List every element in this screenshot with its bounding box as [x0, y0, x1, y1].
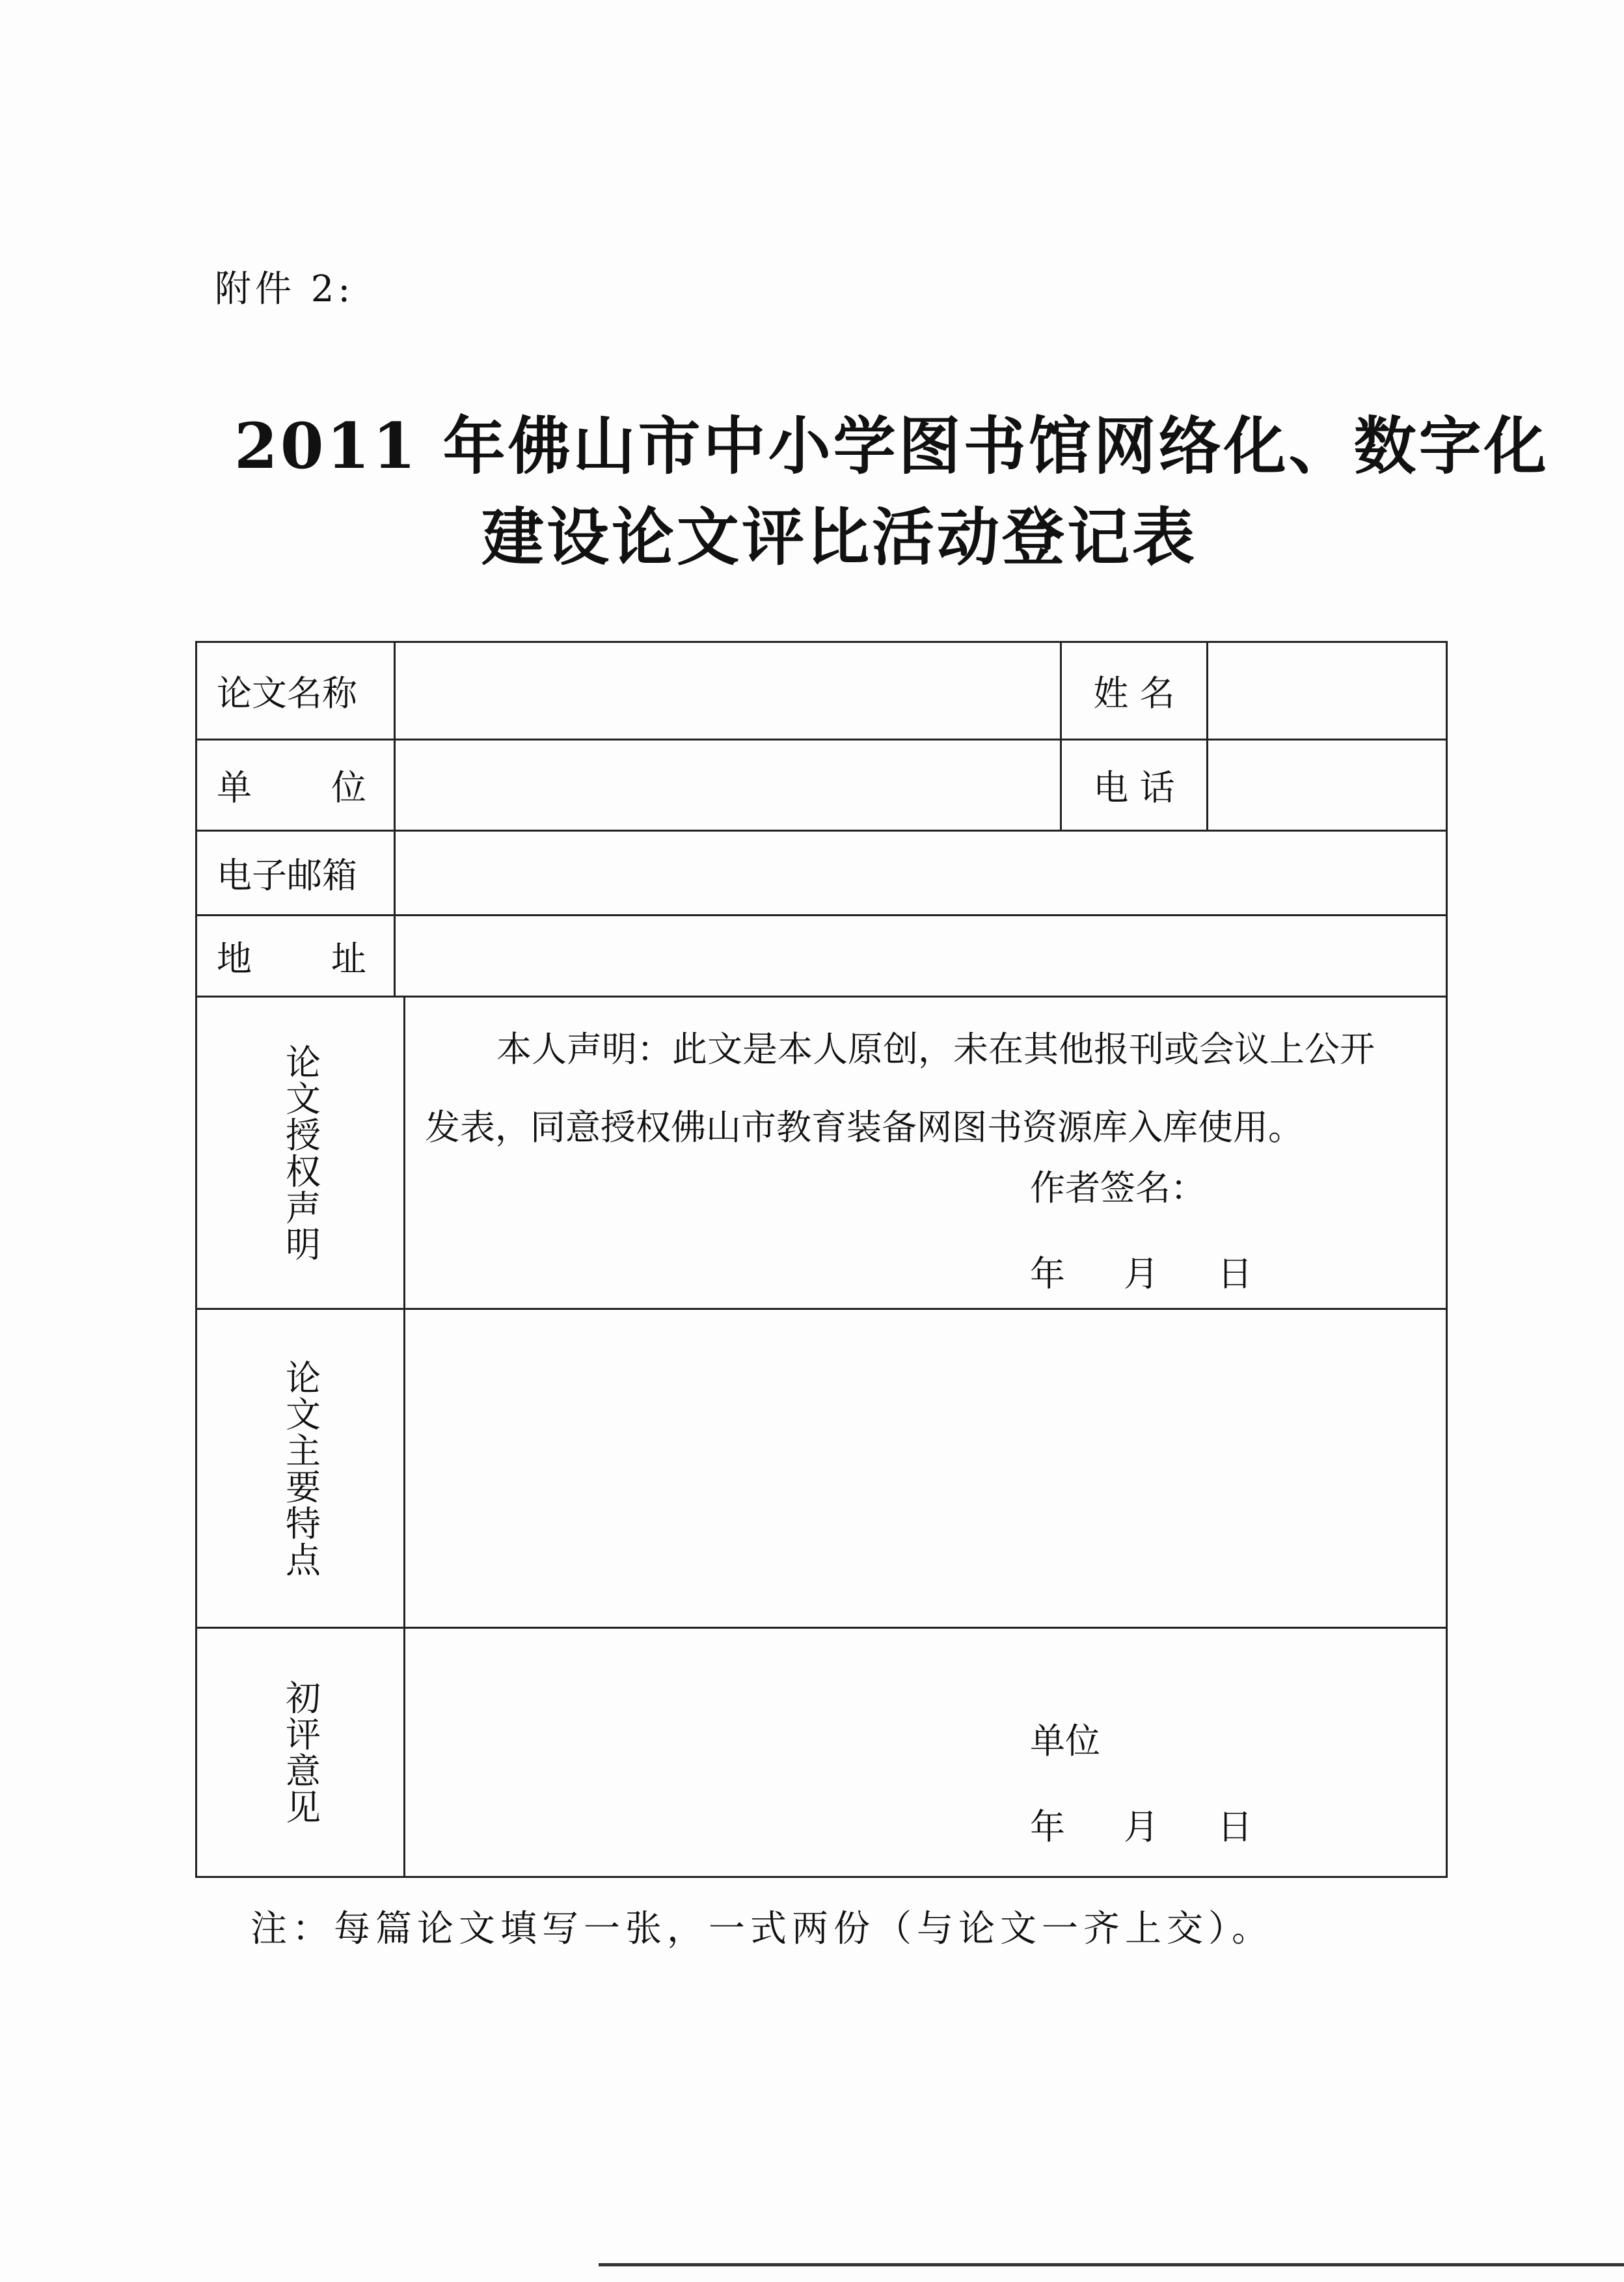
review-signature-block — [1030, 1713, 1252, 1849]
address-label-char-1: 地 — [217, 938, 252, 979]
address-row — [197, 916, 1446, 998]
footnote: 注：每篇论文填写一张，一式两份（与论文一齐上交）。 — [250, 1908, 1273, 1950]
address-field[interactable] — [396, 916, 1446, 996]
authorization-label — [197, 998, 405, 1308]
document-title-line2: 建设论文评比活动登记表 — [481, 500, 1197, 574]
unit-label — [197, 740, 396, 830]
author-signature-block — [1030, 1160, 1252, 1296]
paper-title-field[interactable] — [396, 643, 1062, 739]
paper-title-row — [197, 643, 1446, 740]
email-label — [197, 832, 396, 914]
declaration-line-2: 发表，同意授权佛山市教育装备网图书资源库入库使用。 — [425, 1107, 1303, 1148]
email-label-text: 电子邮箱 — [217, 855, 357, 896]
review-label — [197, 1629, 405, 1876]
declaration-line-1: 本人声明：此文是本人原创，未在其他报刊或会议上公开 — [496, 1029, 1375, 1070]
name-label — [1062, 643, 1208, 739]
author-signature-label: 作者签名： — [1030, 1167, 1206, 1208]
features-field[interactable] — [405, 1310, 1446, 1627]
paper-title-label-text: 论文名称 — [217, 673, 357, 714]
authorization-label-text: 论文授权声明 — [280, 1043, 321, 1262]
address-label-char-2: 址 — [331, 938, 366, 979]
unit-field[interactable] — [396, 740, 1062, 830]
review-date-month-label: 月 — [1124, 1806, 1159, 1847]
review-row — [197, 1629, 1446, 1876]
date-year-label: 年 — [1030, 1253, 1065, 1294]
phone-field[interactable] — [1208, 740, 1446, 830]
registration-form-table — [195, 641, 1448, 1878]
document-title-line1: 2011 年佛山市中小学图书馆网络化、数字化 — [234, 409, 1549, 483]
review-unit-label: 单位 — [1030, 1720, 1100, 1761]
authorization-declaration — [405, 998, 1446, 1167]
authorization-row — [197, 998, 1446, 1310]
review-field[interactable] — [405, 1629, 1446, 1876]
unit-label-text — [217, 760, 366, 810]
unit-row — [197, 740, 1446, 832]
phone-label-text: 电 话 — [1093, 767, 1175, 808]
authorization-content — [405, 998, 1446, 1308]
features-label — [197, 1310, 405, 1627]
date-day-label: 日 — [1217, 1253, 1252, 1294]
features-row — [197, 1310, 1446, 1629]
date-month-label: 月 — [1124, 1253, 1159, 1294]
unit-label-char-2: 位 — [331, 767, 366, 808]
review-date — [1030, 1799, 1252, 1849]
review-date-year-label: 年 — [1030, 1806, 1065, 1847]
review-label-text: 初评意见 — [280, 1679, 321, 1825]
bottom-rule — [599, 2263, 1624, 2266]
address-label-text — [217, 931, 366, 981]
author-signature-date — [1030, 1246, 1252, 1296]
review-date-day-label: 日 — [1217, 1806, 1252, 1847]
email-row — [197, 832, 1446, 916]
features-label-text: 论文主要特点 — [280, 1359, 321, 1578]
unit-label-char-1: 单 — [217, 767, 252, 808]
address-label — [197, 916, 396, 996]
name-label-text: 姓 名 — [1093, 673, 1175, 714]
email-field[interactable] — [396, 832, 1446, 914]
name-field[interactable] — [1208, 643, 1446, 739]
phone-label — [1062, 740, 1208, 830]
attachment-label: 附件 2: — [215, 268, 355, 310]
paper-title-label — [197, 643, 396, 739]
